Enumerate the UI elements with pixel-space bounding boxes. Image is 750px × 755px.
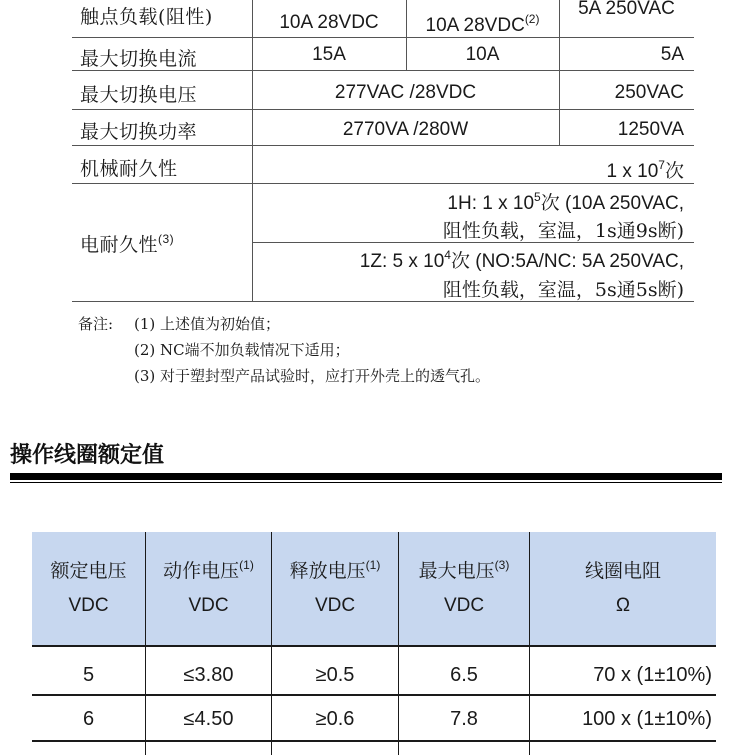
row-divider xyxy=(72,37,694,38)
row-label-max-current: 最大切换电流 xyxy=(80,48,198,70)
row-label-max-power: 最大切换功率 xyxy=(80,121,198,143)
cell-coil-resistance: 100 x (1±10%) xyxy=(582,708,712,730)
cell-operate-voltage: ≤4.50 xyxy=(183,708,234,730)
section-rule-thin xyxy=(10,482,722,483)
contact-load-1b: 10A 28VDC$^{(2)}$ xyxy=(425,12,540,36)
note-item-1: (1) 上述值为初始值； xyxy=(134,315,281,333)
column-header-operate-voltage: 动作电压$^{(1)}$ VDC xyxy=(163,558,254,616)
note-item-3: (3) 对于塑封型产品试验时，应打开外壳上的透气孔。 xyxy=(134,367,491,385)
section-title: 操作线圈额定值 xyxy=(10,443,165,468)
cell-max-voltage: 7.8 xyxy=(450,708,478,730)
row-divider xyxy=(32,645,716,647)
max-voltage-1c: 250VAC xyxy=(614,82,684,103)
row-divider xyxy=(32,740,716,742)
cell-operate-voltage: ≤3.80 xyxy=(183,664,234,686)
cell-coil-resistance: 70 x (1±10%) xyxy=(593,664,712,686)
electrical-endurance-1h-line2: 阻性负载，室温，1s通9s断) xyxy=(442,220,684,242)
row-divider xyxy=(72,145,694,146)
column-header-max-voltage: 最大电压$^{(3)}$ VDC xyxy=(418,558,510,616)
row-divider xyxy=(72,109,694,110)
cell-release-voltage: ≥0.5 xyxy=(315,664,355,686)
cell-max-voltage: 6.5 xyxy=(450,664,478,686)
note-item-2: (2) NC端不加负载情况下适用； xyxy=(134,341,350,359)
column-header-release-voltage: 释放电压$^{(1)}$ VDC xyxy=(289,558,381,616)
cell-rated-voltage: 5 xyxy=(82,664,95,686)
row-label-contact-load: 触点负载(阻性) xyxy=(80,6,213,28)
electrical-endurance-1z-line1: 1Z: 5 x $10^4$次 (NO:5A/NC: 5A 250VAC, xyxy=(359,248,684,272)
row-divider xyxy=(32,694,716,696)
max-power-1a-1b: 2770VA /280W xyxy=(342,119,469,140)
electrical-endurance-1h-line1: 1H: 1 x $10^5$次 (10A 250VAC, xyxy=(447,190,684,214)
row-divider xyxy=(72,183,694,184)
section-rule xyxy=(10,473,722,480)
max-current-1a: 15A xyxy=(312,44,346,65)
max-current-1c: 5A xyxy=(660,44,684,65)
cell-rated-voltage: 6 xyxy=(82,708,95,730)
row-label-max-voltage: 最大切换电压 xyxy=(80,84,198,106)
electrical-endurance-1z-line2: 阻性负载，室温，5s通5s断) xyxy=(442,279,684,301)
max-voltage-1a-1b: 277VAC /28VDC xyxy=(334,82,477,103)
max-current-1b: 10A xyxy=(465,44,500,65)
column-header-rated-voltage: 额定电压 VDC xyxy=(50,560,127,616)
mechanical-endurance-value: 1 x $10^7$次 xyxy=(606,158,684,182)
contact-load-1c: 5A 250VAC xyxy=(578,0,675,19)
row-label-electrical-endurance: 电耐久性$^{(3)}$ xyxy=(80,232,175,256)
column-header-coil-resistance: 线圈电阻 Ω xyxy=(584,560,661,616)
max-power-1c: 1250VA xyxy=(617,119,684,140)
notes-prefix: 备注: xyxy=(78,315,114,333)
cell-release-voltage: ≥0.6 xyxy=(315,708,355,730)
row-label-mechanical-endurance: 机械耐久性 xyxy=(80,158,178,180)
contact-load-1a: 10A 28VDC xyxy=(279,12,379,33)
